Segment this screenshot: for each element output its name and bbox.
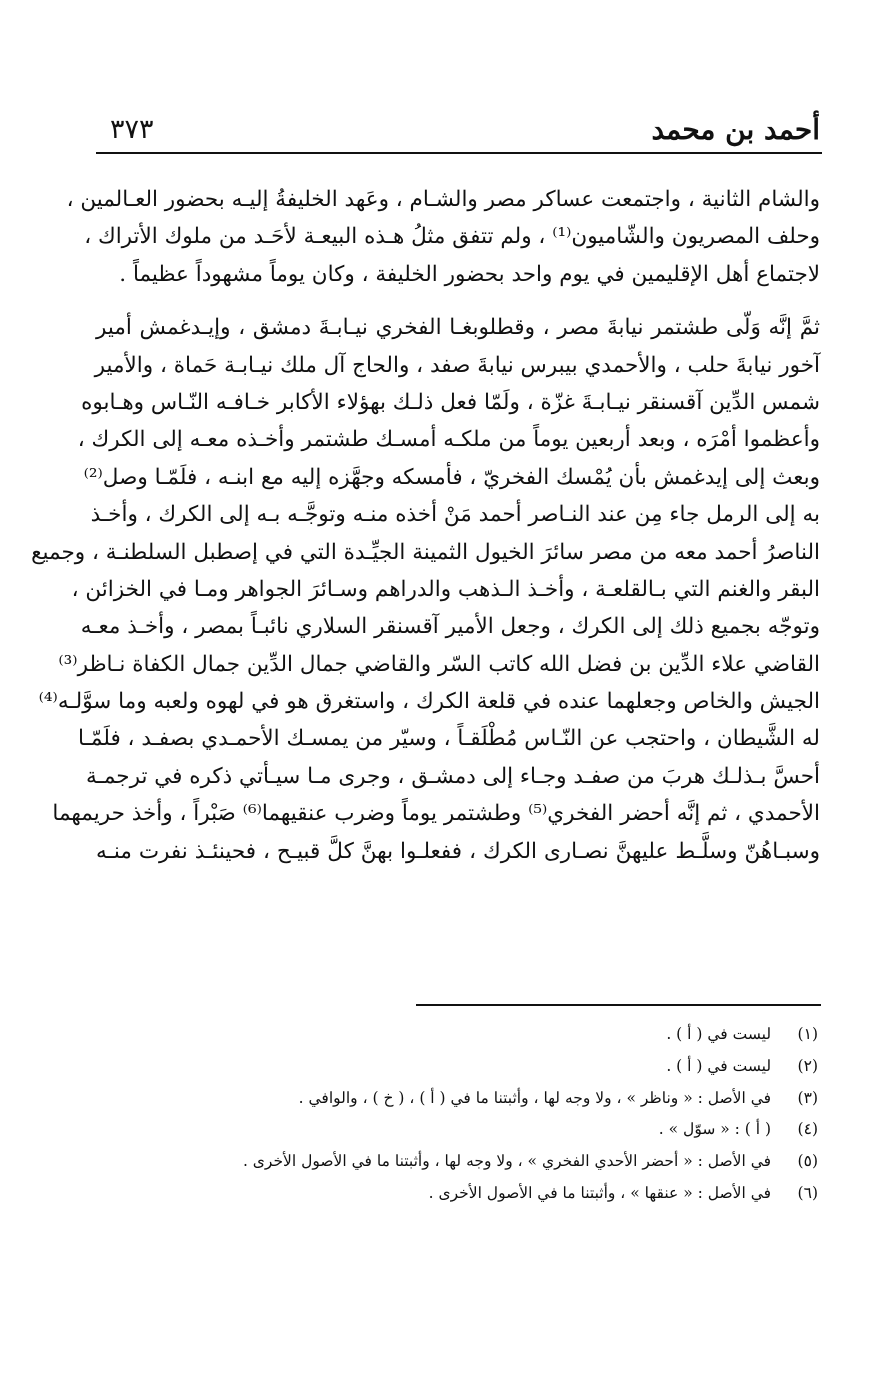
footnote bbox=[96, 1178, 818, 1210]
main-text bbox=[31, 181, 820, 870]
text-line: الناصرُ أحمد معه من مصر سائرَ الخيول الثمينة الجيِّـدة التي في إصطبل السلطنـة ، وجميع bbox=[31, 539, 820, 565]
text-line: له الشَّيطان ، واحتجب عن النّـاس مُطْلَقـاً ، وسيّر من يمسـك الأحمـدي بصفـد ، فلَمّـا bbox=[78, 726, 820, 752]
footnote-number: (١) bbox=[797, 1025, 818, 1043]
footnote-text: ليست في ( أ ) . bbox=[666, 1056, 772, 1075]
text-line: وسبـاهُنّ وسلَّـط عليهنَّ نصـارى الكرك ، ففعلـوا بهنَّ كلَّ قبيـح ، فحينئـذ نفرت منـه bbox=[96, 838, 820, 864]
header-rule bbox=[96, 152, 822, 154]
text-line: الجيش والخاص وجعلهما عنده في قلعة الكرك ، واستغرق هو في لهوه ولعبه وما سوَّلـه⁽⁴⁾ bbox=[38, 689, 820, 715]
text-line: والشام الثانية ، واجتمعت عساكر مصر والشـام ، وعَهد الخليفةُ إليـه بحضور العـالمين ، bbox=[66, 187, 820, 212]
footnote-separator bbox=[416, 1004, 821, 1006]
footnote bbox=[96, 1083, 818, 1115]
text-line: وبعث إلى إيدغمش بأن يُمْسك الفخريّ ، فأمسكه وجهَّزه إليه مع ابنـه ، فلَمّـا وصل⁽²⁾ bbox=[83, 464, 820, 490]
footnote-text: في الأصل : « عنقها » ، وأثبتنا ما في الأصول الأخرى . bbox=[428, 1183, 772, 1202]
footnotes bbox=[96, 1019, 818, 1210]
running-title: أحمد بن محمد bbox=[651, 113, 820, 146]
paragraph-2 bbox=[31, 309, 820, 870]
text-line: الأحمدي ، ثم إنَّه أحضر الفخري⁽⁵⁾ وطشتمر يوماً وضرب عنقيهما⁽⁶⁾ صَبْراً ، وأخذ حريمهما bbox=[52, 801, 820, 827]
footnote-text: ليست في ( أ ) . bbox=[666, 1025, 772, 1043]
text-line: القاضي علاء الدِّين بن فضل الله كاتب السّر والقاضي جمال الدِّين جمال الكفاة نـاظر⁽³⁾ bbox=[58, 651, 820, 677]
text-line: لاجتماع أهل الإقليمين في يوم واحد بحضور الخليفة ، وكان يوماً مشهوداً عظيماً . bbox=[119, 261, 820, 287]
text-line: وأعظموا أمْرَه ، وبعد أربعين يوماً من ملكـه أمسـك طشتمر وأخـذه معـه إلى الكرك ، bbox=[77, 427, 820, 453]
page-header bbox=[96, 112, 820, 152]
footnote-text: ( أ ) : « سوّل » . bbox=[658, 1120, 772, 1139]
text-line: شمس الدِّين آقسنقر نيـابـةَ غزّة ، ولَمّا فعل ذلـك بهؤلاء الأكابر خـافـه النّـاس وهـابوه bbox=[81, 389, 820, 415]
footnote bbox=[96, 1019, 818, 1051]
footnote-number: (٤) bbox=[797, 1120, 818, 1139]
footnote-number: (٣) bbox=[797, 1088, 818, 1107]
footnote bbox=[96, 1146, 818, 1178]
text-line: وتوجّه بجميع ذلك إلى الكرك ، وجعل الأمير آقسنقر السلاري نائبـاً بمصر ، وأخـذ معـه bbox=[80, 614, 820, 640]
footnote-number: (٥) bbox=[797, 1152, 818, 1171]
footnote-text: في الأصل : « أحضر الأحدي الفخري » ، ولا وجه لها ، وأثبتنا ما في الأصول الأخرى . bbox=[242, 1152, 772, 1171]
footnote bbox=[96, 1051, 818, 1083]
page-number: ٣٧٣ bbox=[110, 114, 154, 145]
paragraph-1 bbox=[66, 181, 820, 293]
footnote-number: (٢) bbox=[797, 1056, 818, 1075]
footnote-text: في الأصل : « وناظر » ، ولا وجه لها ، وأثبتنا ما في ( أ ) ، ( خ ) ، والوافي . bbox=[298, 1088, 772, 1107]
text-line: أحسَّ بـذلـك هربَ من صفـد وجـاء إلى دمشـق ، وجرى مـا سيـأتي ذكره في ترجمـة bbox=[86, 763, 820, 789]
footnote bbox=[96, 1114, 818, 1146]
text-line: وحلف المصريون والشّاميون⁽¹⁾ ، ولم تتفق مثلُ هـذه البيعـة لأحَـد من ملوك الأتراك ، bbox=[84, 224, 820, 250]
text-line: به إلى الرمل جاء مِن عند النـاصر أحمد مَنْ أخذه منـه وتوجَّـه بـه إلى الكرك ، وأخـذ bbox=[90, 502, 820, 528]
text-line: ثمَّ إنَّه وَلّى طشتمر نيابةَ مصر ، وقطلوبغـا الفخري نيـابـةَ دمشق ، وإيـدغمش أمير bbox=[96, 315, 820, 341]
footnote-number: (٦) bbox=[797, 1183, 818, 1202]
paragraph-gap bbox=[96, 293, 820, 309]
text-line: آخور نيابةَ حلب ، والأحمدي بيبرس نيابةَ صفد ، والحاج آل ملك نيـابـة حَماة ، والأمير bbox=[94, 352, 820, 378]
text-line: البقر والغنم التي بـالقلعـة ، وأخـذ الـذهب والدراهم وسـائرَ الجواهر ومـا في الخزائن ، bbox=[71, 576, 820, 602]
